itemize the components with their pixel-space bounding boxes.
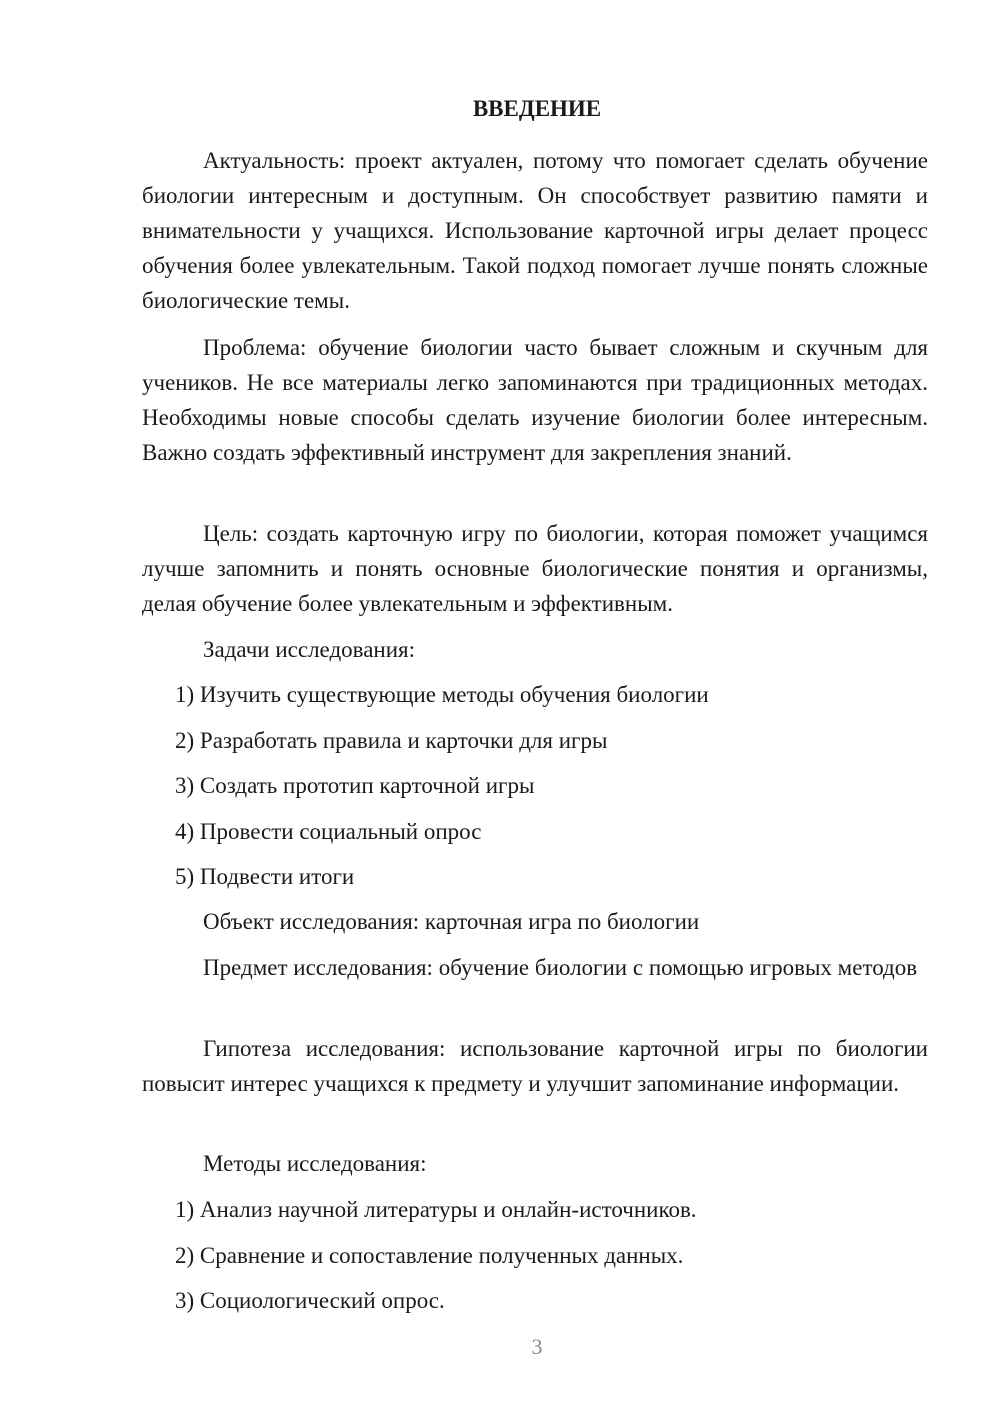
- page-number: 3: [531, 1334, 543, 1359]
- method-item: 1) Анализ научной литературы и онлайн-источников.: [175, 1197, 697, 1222]
- problem-paragraph: Проблема: обучение биологии часто бывает сложным и скучным для учеников. Не все материалы легко запоминаются при традиционных методах. Необходимы новые способы сделать изучение биологии более интересным. Важно создать эффективный инструмент для закрепления знаний.: [142, 335, 928, 465]
- hypothesis-paragraph: Гипотеза исследования: использование карточной игры по биологии повысит интерес учащихся к предмету и улучшит запоминание информации.: [142, 1036, 928, 1096]
- method-item: 3) Социологический опрос.: [175, 1288, 445, 1313]
- object-line: Объект исследования: карточная игра по биологии: [203, 909, 700, 934]
- methods-heading: Методы исследования:: [203, 1151, 427, 1176]
- task-item: 1) Изучить существующие методы обучения биологии: [175, 682, 709, 707]
- relevance-paragraph: Актуальность: проект актуален, потому что помогает сделать обучение биологии интересным и доступным. Он способствует развитию памяти и внимательности у учащихся. Использование карточной игры делает процесс обучения более увлекательным. Такой подход помогает лучше понять сложные биологические темы.: [142, 148, 928, 313]
- tasks-heading: Задачи исследования:: [203, 637, 416, 662]
- goal-paragraph: Цель: создать карточную игру по биологии, которая поможет учащимся лучше запомнить и понять основные биологические понятия и организмы, делая обучение более увлекательным и эффективным.: [142, 521, 928, 616]
- subject-paragraph: Предмет исследования: обучение биологии с помощью игровых методов: [203, 955, 918, 980]
- task-item: 3) Создать прототип карточной игры: [175, 773, 535, 798]
- task-item: 2) Разработать правила и карточки для игры: [175, 728, 608, 753]
- task-item: 5) Подвести итоги: [175, 864, 355, 889]
- task-item: 4) Провести социальный опрос: [175, 819, 482, 844]
- page-title: ВВЕДЕНИЕ: [472, 96, 602, 121]
- method-item: 2) Сравнение и сопоставление полученных данных.: [175, 1243, 684, 1268]
